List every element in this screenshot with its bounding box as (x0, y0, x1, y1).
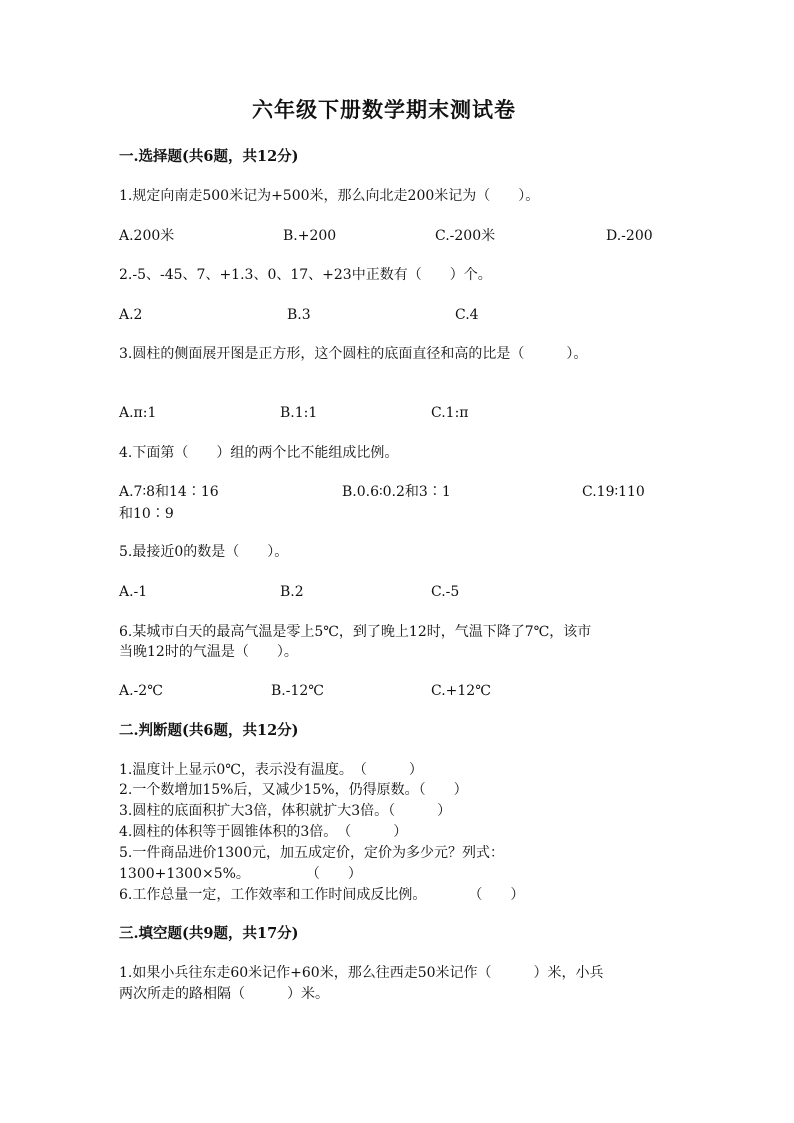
option-b: B.1:1 (280, 405, 318, 421)
option-a: A.200米 (119, 228, 175, 244)
question-stem: 3.圆柱的侧面展开图是正方形，这个圆柱的底面直径和高的比是（ ）。 (119, 346, 588, 362)
option-b: B.-12℃ (271, 683, 324, 699)
question-stem: 6.某城市白天的最高气温是零上5℃，到了晚上12时，气温下降了7℃，该市 (119, 624, 592, 640)
option-d: D.-200 (606, 228, 653, 244)
question-stem: 5.最接近0的数是（ ）。 (119, 544, 289, 560)
judgement-item-continued: 1300+1300×5%。 （ ） (119, 866, 362, 882)
judgement-item: 5.一件商品进价1300元，加五成定价，定价为多少元？列式： (119, 845, 504, 861)
question-stem: 1.如果小兵往东走60米记作+60米，那么往西走50米记作（ ）米，小兵 (119, 965, 604, 981)
option-c: C.-5 (431, 584, 460, 600)
question-stem: 1.规定向南走500米记为+500米，那么向北走200米记为（ ）。 (119, 188, 540, 204)
option-b: B.+200 (283, 228, 337, 244)
section-heading-judgement: 二.判断题(共6题，共12分) (119, 722, 299, 739)
option-a: A.2 (119, 307, 143, 323)
question-stem: 2.-5、-45、7、+1.3、0、17、+23中正数有（ ）个。 (119, 267, 492, 283)
option-a: A.-1 (119, 584, 148, 600)
judgement-item: 1.温度计上显示0℃，表示没有温度。 （ ） (119, 762, 423, 778)
question-stem-continued: 当晚12时的气温是（ ）。 (119, 644, 298, 660)
option-c: C.-200米 (435, 228, 496, 244)
judgement-item: 4.圆柱的体积等于圆锥体积的3倍。 （ ） (119, 824, 408, 840)
option-b: B.0.6∶0.2和3∶1 (342, 484, 451, 500)
question-stem-continued: 两次所走的路相隔（ ）米。 (119, 986, 329, 1002)
option-b: B.2 (280, 584, 304, 600)
option-a: A.-2℃ (119, 683, 163, 699)
option-b: B.3 (287, 307, 311, 323)
judgement-item: 3.圆柱的底面积扩大3倍，体积就扩大3倍。（ ） (119, 803, 452, 819)
option-a: A.π:1 (119, 405, 157, 421)
question-stem: 4.下面第（ ）组的两个比不能组成比例。 (119, 445, 399, 461)
page-title: 六年级下册数学期末测试卷 (252, 97, 516, 122)
section-heading-choice: 一.选择题(共6题，共12分) (119, 148, 299, 165)
option-c-continued: 和10∶9 (119, 506, 174, 522)
judgement-item: 6.工作总量一定，工作效率和工作时间成反比例。 （ ） (119, 887, 525, 903)
section-heading-fill-blank: 三.填空题(共9题，共17分) (119, 925, 299, 942)
judgement-item: 2.一个数增加15%后，又减少15%，仍得原数。（ ） (119, 782, 468, 798)
option-c: C.4 (455, 307, 479, 323)
option-c: C.1:π (431, 405, 469, 421)
option-c: C.+12℃ (431, 683, 491, 699)
option-a: A.7∶8和14∶16 (119, 484, 219, 500)
option-c: C.19∶110 (582, 484, 645, 500)
